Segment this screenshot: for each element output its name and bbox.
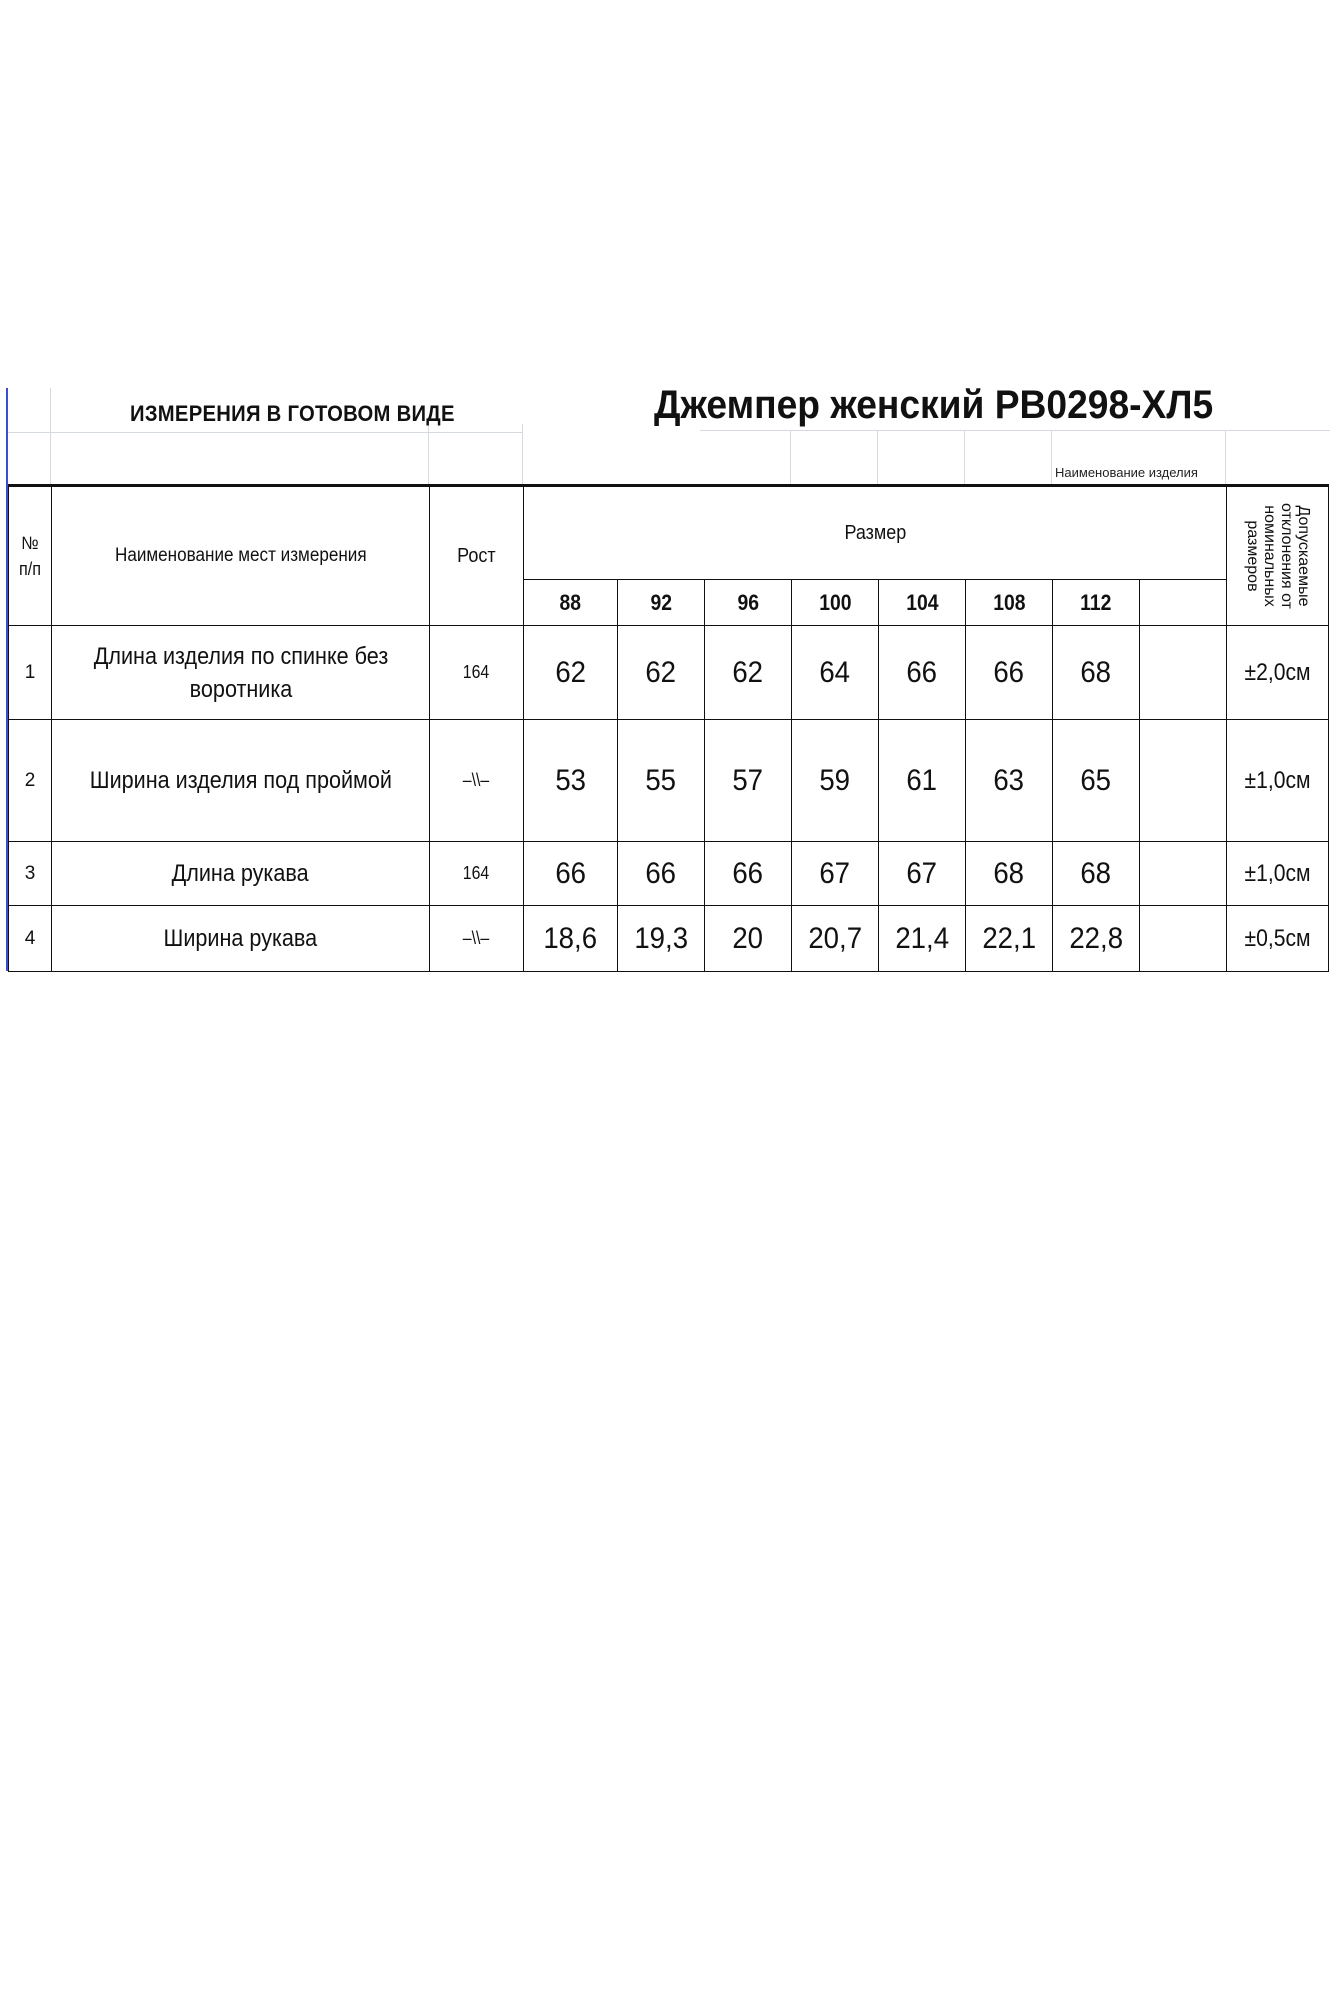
- table-row: [9, 626, 1329, 720]
- row-height: –\\–: [430, 906, 524, 972]
- value-cell: 64: [792, 626, 879, 720]
- value-cell: 22,1: [966, 906, 1053, 972]
- row-num: 4: [9, 906, 52, 972]
- grid-line: [50, 388, 51, 484]
- header-tolerance-cell: [1227, 486, 1329, 626]
- value-cell: 59: [792, 720, 879, 842]
- value-cell: 22,8: [1053, 906, 1140, 972]
- value-cell: 62: [618, 626, 705, 720]
- value-empty: [1140, 842, 1227, 906]
- value-cell: 62: [705, 626, 792, 720]
- value-cell: 63: [966, 720, 1053, 842]
- row-tolerance: ±2,0см: [1227, 626, 1329, 720]
- size-88: 88: [524, 580, 618, 626]
- grid-line: [1051, 430, 1052, 484]
- value-cell: 18,6: [524, 906, 618, 972]
- row-height: 164: [430, 626, 524, 720]
- header-num: № п/п: [18, 533, 42, 579]
- grid-line: [700, 430, 1330, 431]
- value-cell: 21,4: [879, 906, 966, 972]
- value-cell: 53: [524, 720, 618, 842]
- value-cell: 55: [618, 720, 705, 842]
- value-cell: 66: [879, 626, 966, 720]
- grid-line: [790, 430, 791, 484]
- measurement-sheet: [0, 383, 1333, 971]
- value-cell: 19,3: [618, 906, 705, 972]
- size-104: 104: [879, 580, 966, 626]
- header-num-cell: [9, 486, 52, 626]
- value-cell: 66: [618, 842, 705, 906]
- header-size: Размер: [844, 521, 906, 544]
- value-cell: 61: [879, 720, 966, 842]
- row-name: Длина рукава: [52, 842, 430, 906]
- row-tolerance: ±1,0см: [1227, 720, 1329, 842]
- value-empty: [1140, 906, 1227, 972]
- grid-line: [1225, 430, 1226, 484]
- header-height: Рост: [457, 544, 496, 567]
- size-empty: [1140, 580, 1227, 626]
- row-name: Ширина изделия под проймой: [52, 720, 430, 842]
- value-cell: 68: [1053, 842, 1140, 906]
- table-row: [9, 842, 1329, 906]
- header-name-cell: [52, 486, 430, 626]
- value-cell: 66: [705, 842, 792, 906]
- size-96: 96: [705, 580, 792, 626]
- size-92: 92: [618, 580, 705, 626]
- row-num: 2: [9, 720, 52, 842]
- row-name: Ширина рукава: [52, 906, 430, 972]
- value-cell: 57: [705, 720, 792, 842]
- size-100: 100: [792, 580, 879, 626]
- value-cell: 67: [879, 842, 966, 906]
- row-num: 3: [9, 842, 52, 906]
- value-cell: 66: [966, 626, 1053, 720]
- value-cell: 68: [1053, 626, 1140, 720]
- value-empty: [1140, 720, 1227, 842]
- row-tolerance: ±0,5см: [1227, 906, 1329, 972]
- header-tolerance: Допускаемые отклонения от номинальных размеров: [1243, 503, 1312, 609]
- size-112: 112: [1053, 580, 1140, 626]
- header-row: [9, 486, 1329, 580]
- grid-line: [428, 424, 429, 484]
- row-tolerance: ±1,0см: [1227, 842, 1329, 906]
- row-name: Длина изделия по спинке без воротника: [52, 626, 430, 720]
- product-title: Джемпер женский РВ0298-ХЛ5: [654, 383, 1214, 427]
- value-cell: 65: [1053, 720, 1140, 842]
- value-cell: 20: [705, 906, 792, 972]
- form-title: ИЗМЕРЕНИЯ В ГОТОВОМ ВИДЕ: [130, 401, 455, 426]
- size-108: 108: [966, 580, 1053, 626]
- grid-line: [964, 430, 965, 484]
- measurement-table: [8, 484, 1329, 972]
- header-size-cell: [524, 486, 1227, 580]
- row-height: –\\–: [430, 720, 524, 842]
- table-row: [9, 906, 1329, 972]
- value-cell: 20,7: [792, 906, 879, 972]
- value-empty: [1140, 626, 1227, 720]
- value-cell: 66: [524, 842, 618, 906]
- value-cell: 62: [524, 626, 618, 720]
- value-cell: 68: [966, 842, 1053, 906]
- table-row: [9, 720, 1329, 842]
- grid-line: [522, 424, 523, 484]
- grid-line: [8, 432, 523, 433]
- header-name: Наименование мест измерения: [114, 545, 367, 566]
- row-num: 1: [9, 626, 52, 720]
- value-cell: 67: [792, 842, 879, 906]
- row-height: 164: [430, 842, 524, 906]
- grid-line: [877, 430, 878, 484]
- header-height-cell: [430, 486, 524, 626]
- product-caption: Наименование изделия: [1055, 465, 1198, 480]
